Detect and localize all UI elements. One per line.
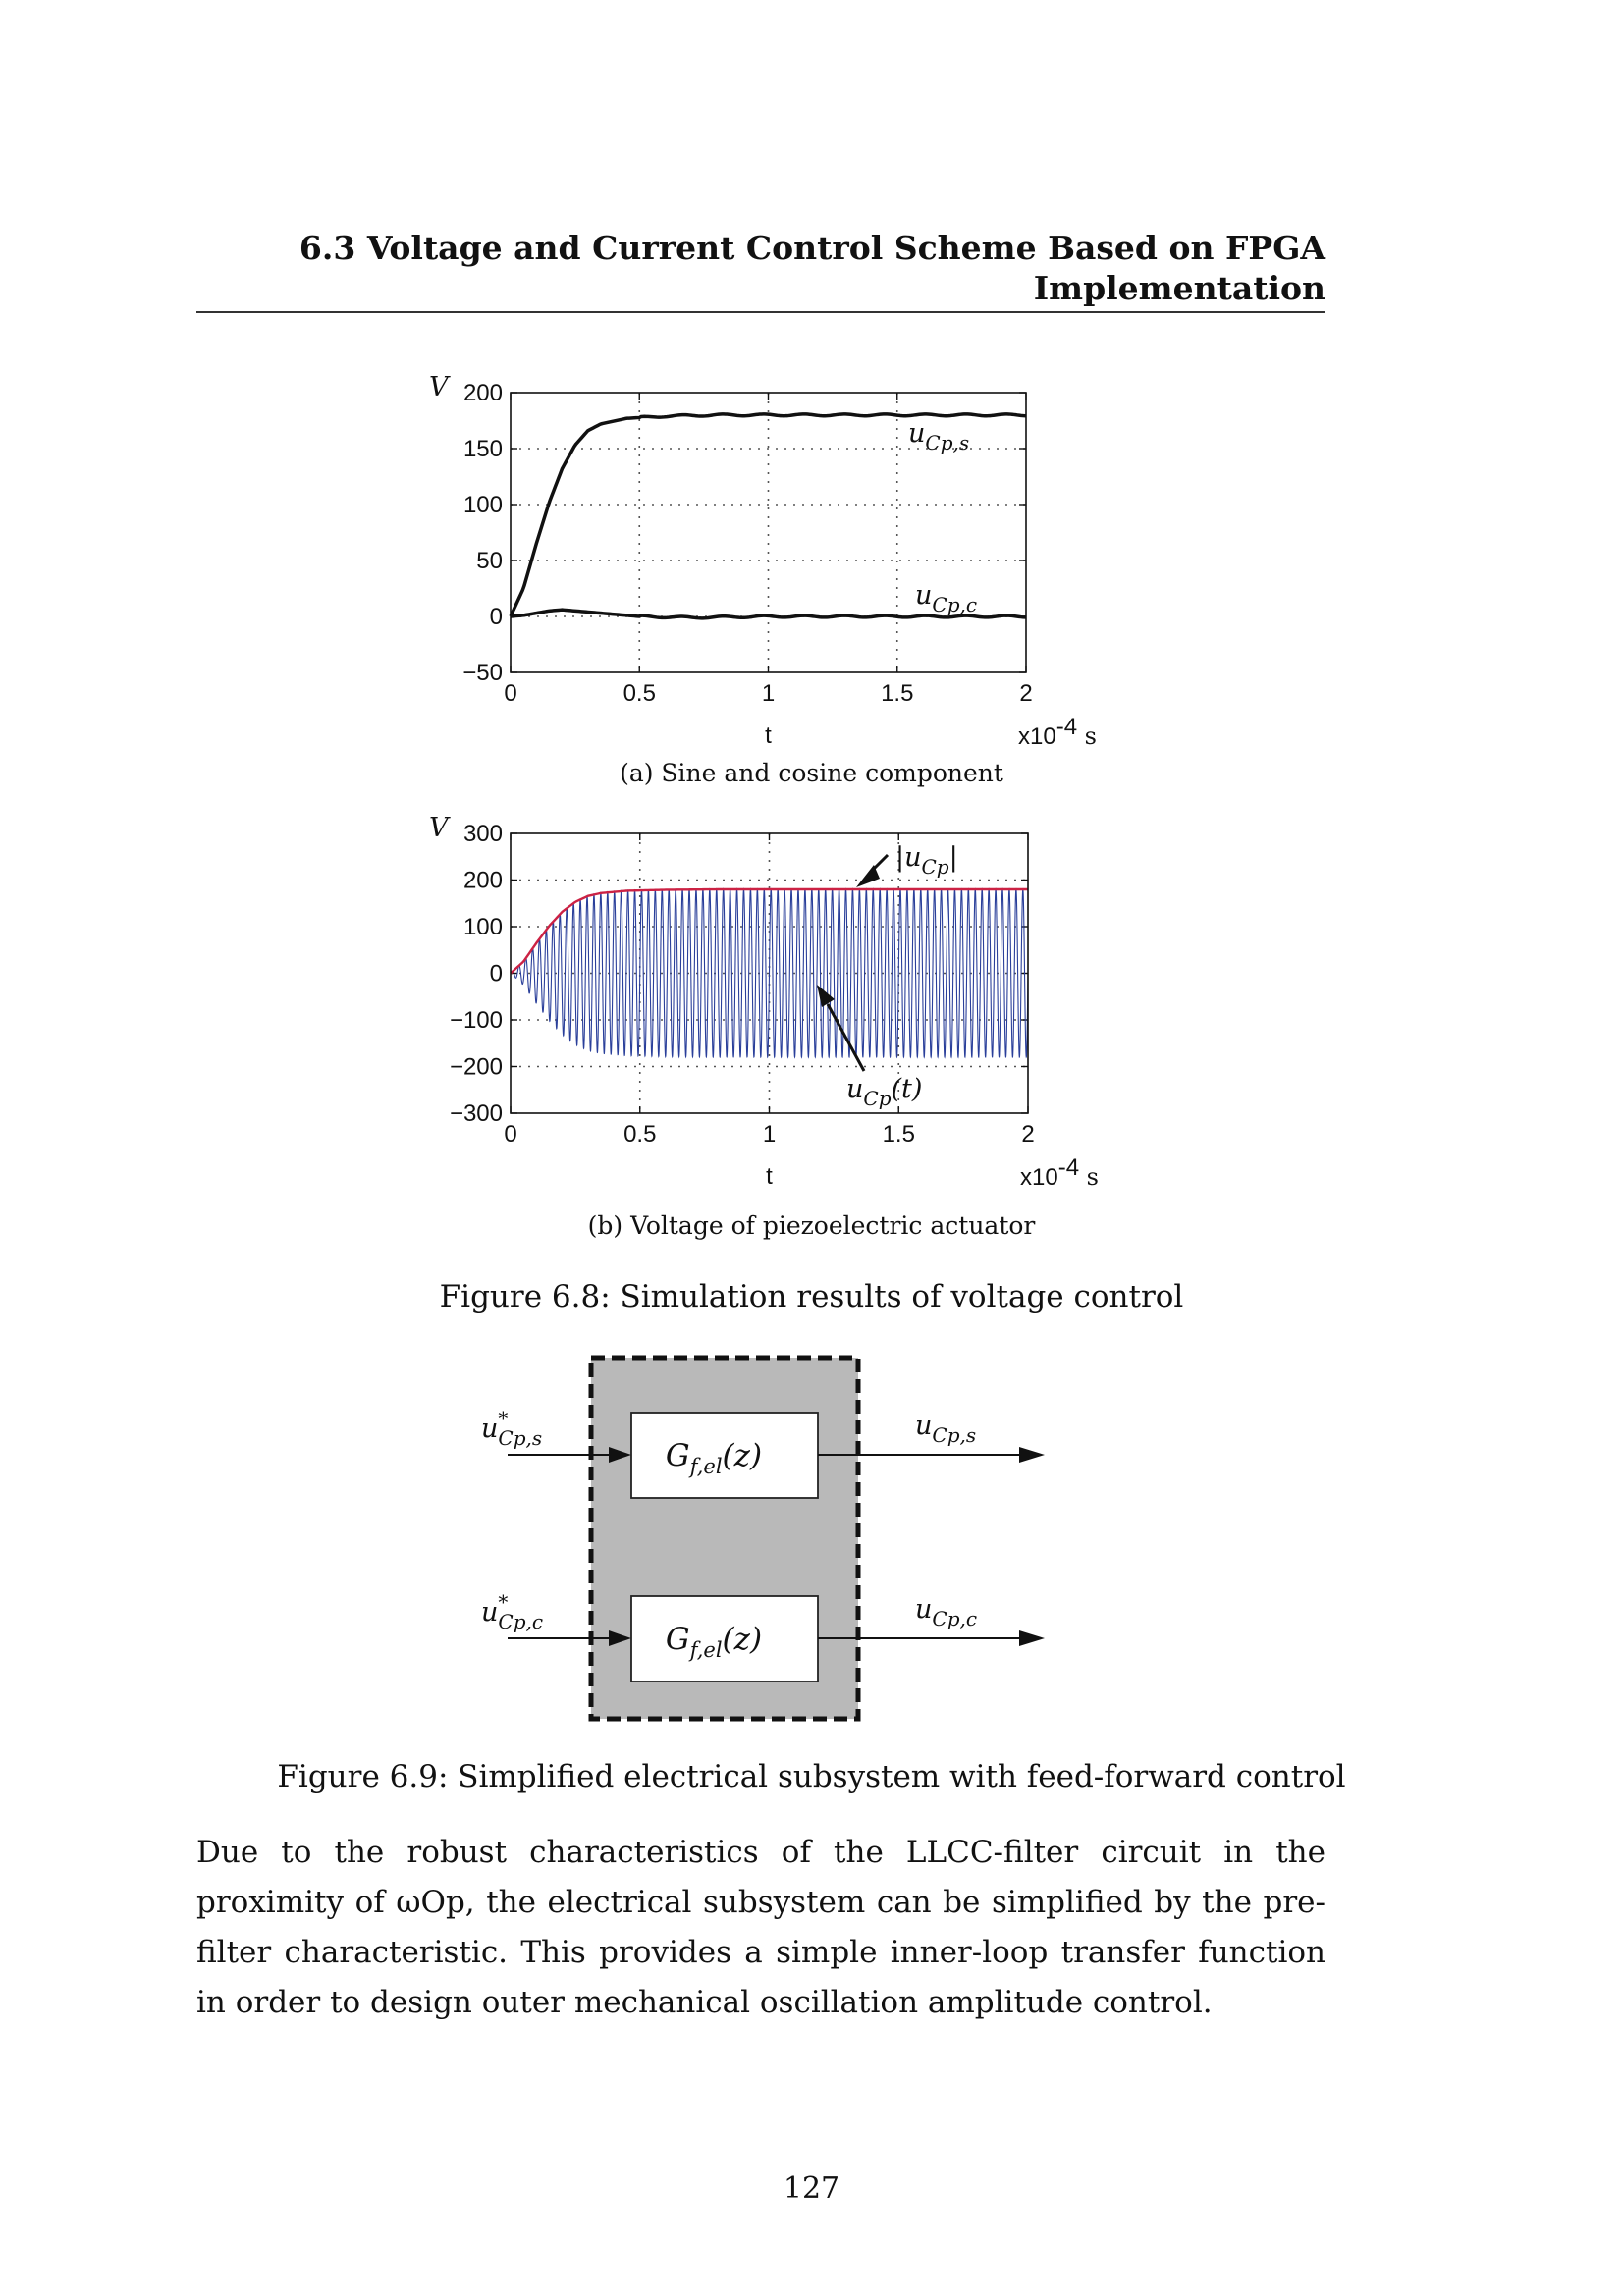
transfer-function-label-1: $G_{f,el}(z)$ <box>665 1438 763 1478</box>
y-tick-label: 300 <box>462 821 503 847</box>
output-label-1: $u_{Cp,s}$ <box>915 1411 977 1447</box>
subfigure-b-caption: (b) Voltage of piezoelectric actuator <box>587 1211 1036 1240</box>
y-tick-label: 150 <box>462 436 503 462</box>
output-arrowhead-2 <box>1019 1630 1045 1646</box>
x-tick-label: 1 <box>762 1121 777 1148</box>
x-axis-scale-label: x10-4 s <box>1020 1154 1099 1191</box>
y-tick-label: 50 <box>476 548 503 574</box>
y-tick-label: −300 <box>449 1100 503 1127</box>
x-tick-label: 2 <box>1021 1121 1035 1148</box>
x-axis-scale-label: x10-4 s <box>1018 714 1097 750</box>
y-tick-label: 200 <box>462 867 503 894</box>
signal-path-1 <box>481 1407 1045 1498</box>
series-ucpc-label: $u_{Cp,c}$ <box>915 580 978 616</box>
body-paragraph: Due to the robust characteristics of the LLCC-filter circuit in the proximity of ωOp, the electrical subsystem can be simplified by the pre-filter characteristic. This provides a simple inner-loop transfer function in order to design outer mechanical oscillation amplitude control. <box>196 1835 1325 2020</box>
x-tick-label: 1.5 <box>881 680 914 707</box>
transfer-function-label-2: $G_{f,el}(z)$ <box>665 1622 763 1662</box>
y-axis-label: V <box>429 813 449 843</box>
y-tick-label: 100 <box>462 914 503 940</box>
y-axis-label: V <box>429 372 449 402</box>
y-tick-label: 100 <box>462 492 503 518</box>
y-tick-label: 0 <box>489 960 503 988</box>
x-tick-label: 2 <box>1019 680 1033 707</box>
header-title-line-1: 6.3 Voltage and Current Control Scheme Based on FPGA <box>298 229 1325 267</box>
x-tick-label: 0 <box>504 1121 517 1148</box>
x-tick-label: 0.5 <box>623 1121 657 1148</box>
signal-path-2 <box>481 1590 1045 1682</box>
series-ucp-envelope-label: $|u_{Cp}|$ <box>895 842 958 879</box>
y-tick-label: −200 <box>449 1053 503 1081</box>
x-axis-label: t <box>766 1163 773 1190</box>
y-tick-label: −50 <box>462 660 503 686</box>
x-tick-label: 0 <box>504 680 517 707</box>
output-label-2: $u_{Cp,c}$ <box>915 1594 978 1630</box>
header-title-line-2: Implementation <box>1033 269 1325 307</box>
page-number: 127 <box>783 2171 840 2206</box>
figure-6-9-caption: Figure 6.9: Simplified electrical subsystem with feed-forward control <box>277 1759 1346 1794</box>
input-label-1: u* Cp,s <box>481 1407 543 1450</box>
output-arrowhead-1 <box>1019 1447 1045 1463</box>
x-tick-label: 1 <box>761 680 776 707</box>
x-tick-label: 1.5 <box>882 1121 915 1148</box>
series-ucps-label: $u_{Cp,s}$ <box>908 418 970 454</box>
y-tick-label: −100 <box>449 1007 503 1034</box>
x-tick-label: 0.5 <box>622 680 656 707</box>
y-tick-label: 0 <box>489 604 503 630</box>
input-label-2: u* Cp,c <box>481 1590 544 1633</box>
subfigure-a-caption: (a) Sine and cosine component <box>620 759 1003 787</box>
series-ucpt-label: $u_{Cp}(t)$ <box>846 1074 923 1110</box>
figure-6-8-caption: Figure 6.8: Simulation results of voltage control <box>439 1279 1184 1314</box>
x-axis-label: t <box>765 722 772 749</box>
y-tick-label: 200 <box>462 380 503 406</box>
